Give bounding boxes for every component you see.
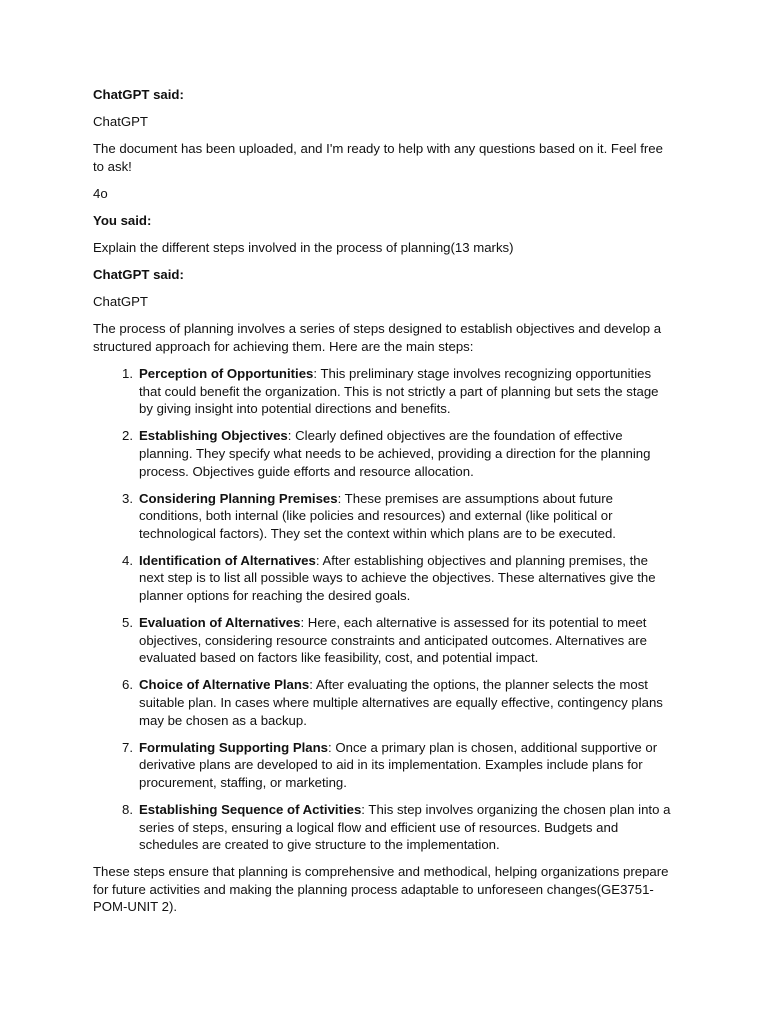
step-title: Establishing Objectives — [139, 428, 288, 444]
step-title: Identification of Alternatives — [139, 552, 316, 568]
assistant-name: ChatGPT — [93, 114, 148, 130]
step-title: Choice of Alternative Plans — [139, 677, 310, 693]
conclusion-paragraph: These steps ensure that planning is comprehensive and methodical, helping organizations prepare for future activities and making the planning process adaptable to unforeseen changes(GE3751-POM-UNIT 2). — [93, 864, 669, 915]
list-item — [93, 427, 675, 480]
step-description: : Once a primary plan is chosen, additional supportive or derivative plans are developed to aid in its implementation. Examples include plans for procurement, staffing, or marketing. — [139, 739, 658, 790]
list-item — [93, 676, 675, 729]
list-item — [93, 365, 675, 418]
step-title: Establishing Sequence of Activities — [139, 802, 362, 817]
step-title: Considering Planning Premises — [139, 490, 338, 506]
list-item — [93, 490, 675, 543]
step-number: 1. — [122, 366, 133, 382]
planning-steps-list — [93, 365, 675, 854]
step-title: Perception of Opportunities — [139, 366, 314, 382]
upload-confirmation-text: The document has been uploaded, and I'm ready to help with any questions based on it. Feel free to ask! — [93, 141, 663, 174]
step-number: 5. — [122, 615, 133, 631]
step-number: 4. — [122, 552, 133, 568]
intro-paragraph: The process of planning involves a series of steps designed to establish objectives and develop a structured approach for achieving them. Here are the main steps: — [93, 321, 662, 354]
list-item — [93, 552, 675, 605]
step-description: : Here, each alternative is assessed for its potential to meet objectives, considering resource constraints and anticipated outcomes. Alternatives are evaluated based on factors like feasibility, cost, and potential impact. — [139, 615, 647, 666]
step-number: 2. — [122, 428, 133, 444]
step-description: : After establishing objectives and planning premises, the next step is to list all possible ways to achieve the objectives. These alternatives give the planner options for reaching the desired goals. — [139, 552, 656, 604]
step-description: : This step involves organizing the chosen plan into a series of steps, ensuring a logical flow and efficient use of resources. Budgets and schedules are created to give structure to the implementation. — [139, 802, 671, 853]
model-label: 4o — [93, 185, 108, 201]
step-number: 6. — [122, 677, 133, 693]
step-description: : These premises are assumptions about future conditions, both internal (like policies and resources) and external (like political or technological factors). They set the context within which plans are to be executed. — [139, 490, 616, 541]
list-item — [93, 801, 675, 854]
step-number: 7. — [122, 739, 133, 755]
assistant-label: ChatGPT said: — [93, 267, 184, 283]
list-item — [93, 739, 675, 792]
step-description: : After evaluating the options, the planner selects the most suitable plan. In cases where multiple alternatives are equally effective, contingency plans may be chosen as a backup. — [139, 677, 663, 728]
step-number: 8. — [122, 802, 133, 817]
step-title: Evaluation of Alternatives — [139, 615, 301, 631]
step-number: 3. — [122, 490, 133, 506]
step-description: : This preliminary stage involves recognizing opportunities that could benefit the organization. This is not strictly a part of planning but sets the stage by giving insight into potential directions and benefits. — [139, 366, 659, 417]
user-label: You said: — [93, 212, 152, 228]
step-description: : Clearly defined objectives are the foundation of effective planning. They specify what needs to be achieved, providing a direction for the planning process. Objectives guide efforts and resource allocation. — [139, 428, 651, 479]
step-title: Formulating Supporting Plans — [139, 739, 329, 755]
document-page — [93, 86, 675, 926]
user-question: Explain the different steps involved in the process of planning(13 marks) — [93, 240, 514, 256]
assistant-name: ChatGPT — [93, 294, 148, 310]
list-item — [93, 614, 675, 667]
assistant-label: ChatGPT said: — [93, 87, 184, 102]
